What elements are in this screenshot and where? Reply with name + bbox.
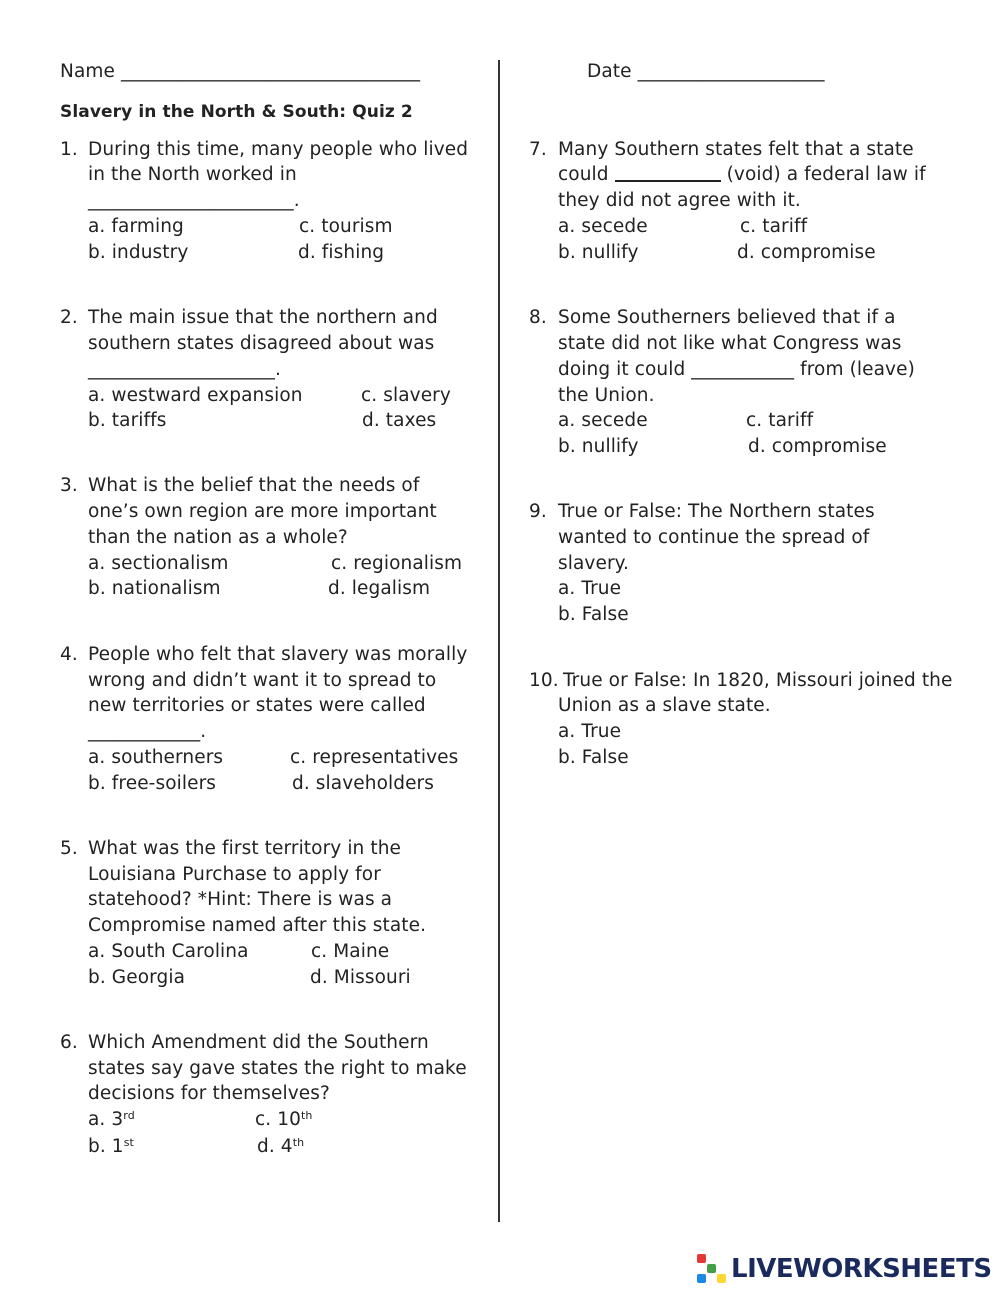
question-text: What is the belief that the needs of [88,475,420,496]
answer-blank: ____________________. [88,359,281,380]
question-text: What was the first territory in the [88,838,402,859]
logo-blocks-icon [697,1254,727,1284]
question-text: True or False: The Northern states [558,501,875,522]
option-b[interactable]: b. False [558,604,629,625]
option-d[interactable]: d. fishing [298,242,385,263]
quiz-title: Slavery in the North & South: Quiz 2 [60,102,413,122]
option-a[interactable]: a. westward expansion [88,385,303,406]
answer-blank: ____________. [88,721,207,742]
option-c[interactable]: c. Maine [311,941,390,962]
question-text: wrong and didn’t want it to spread to [88,670,437,691]
question-text: than the nation as a whole? [88,527,348,548]
option-b[interactable]: b. 1st [88,1136,134,1157]
question-text: People who felt that slavery was morally [88,644,468,665]
name-field-label: Name ________________________________ [60,61,421,82]
question-text: statehood? *Hint: There is was a [88,889,393,910]
option-a[interactable]: a. 3rd [88,1109,135,1130]
option-c[interactable]: c. representatives [290,747,459,768]
option-a[interactable]: a. True [558,578,622,599]
question-number: 7. [529,139,547,160]
question-text: they did not agree with it. [558,190,801,211]
answer-blank [615,162,721,182]
column-divider [498,60,500,1222]
liveworksheets-logo [697,1252,992,1286]
option-c[interactable]: c. tariff [746,410,814,431]
answer-blank: ______________________. [88,190,300,211]
question-number: 4. [60,644,78,665]
question-text: could (void) a federal law if [558,164,926,185]
question-number: 1. [60,139,78,160]
option-a[interactable]: a. southerners [88,747,224,768]
question-text: wanted to continue the spread of [558,527,870,548]
option-a[interactable]: a. secede [558,216,648,237]
option-a[interactable]: a. True [558,721,622,742]
option-c[interactable]: c. regionalism [331,553,463,574]
option-c[interactable]: c. tourism [299,216,393,237]
option-a[interactable]: a. South Carolina [88,941,249,962]
question-text: During this time, many people who lived [88,139,469,160]
question-number: 5. [60,838,78,859]
question-text: Union as a slave state. [558,695,771,716]
option-c[interactable]: c. 10th [255,1109,313,1130]
option-b[interactable]: b. Georgia [88,967,186,988]
option-d[interactable]: d. Missouri [310,967,411,988]
question-number: 6. [60,1032,78,1053]
option-c[interactable]: c. slavery [361,385,451,406]
question-text: slavery. [558,553,630,574]
question-number: 9. [529,501,547,522]
question-number: 10. [529,670,559,691]
question-number: 3. [60,475,78,496]
option-d[interactable]: d. slaveholders [292,773,435,794]
option-d[interactable]: d. compromise [748,436,887,457]
option-b[interactable]: b. nullify [558,242,639,263]
question-text: Many Southern states felt that a state [558,139,914,160]
question-text: states say gave states the right to make [88,1058,467,1079]
option-c[interactable]: c. tariff [740,216,808,237]
question-text: southern states disagreed about was [88,333,435,354]
date-field-label: Date ____________________ [587,61,825,82]
option-d[interactable]: d. legalism [328,578,431,599]
question-text: Some Southerners believed that if a [558,307,896,328]
question-number: 2. [60,307,78,328]
option-d[interactable]: d. 4th [257,1136,305,1157]
option-b[interactable]: b. industry [88,242,189,263]
question-text: True or False: In 1820, Missouri joined the [563,670,953,691]
option-a[interactable]: a. secede [558,410,648,431]
question-text: Compromise named after this state. [88,915,427,936]
question-text: Which Amendment did the Southern [88,1032,429,1053]
option-b[interactable]: b. False [558,747,629,768]
option-b[interactable]: b. nationalism [88,578,221,599]
option-b[interactable]: b. nullify [558,436,639,457]
question-text: in the North worked in [88,164,297,185]
option-b[interactable]: b. free-soilers [88,773,217,794]
option-d[interactable]: d. compromise [737,242,876,263]
option-d[interactable]: d. taxes [362,410,437,431]
question-text: The main issue that the northern and [88,307,438,328]
question-number: 8. [529,307,547,328]
option-a[interactable]: a. sectionalism [88,553,229,574]
question-text: doing it could ___________ from (leave) [558,359,915,380]
question-text: one’s own region are more important [88,501,437,522]
question-text: new territories or states were called [88,695,426,716]
option-b[interactable]: b. tariffs [88,410,167,431]
question-text: the Union. [558,385,655,406]
question-text: state did not like what Congress was [558,333,902,354]
question-text: decisions for themselves? [88,1083,330,1104]
logo-text: LIVEWORKSHEETS [731,1254,992,1284]
question-text: Louisiana Purchase to apply for [88,864,381,885]
option-a[interactable]: a. farming [88,216,184,237]
